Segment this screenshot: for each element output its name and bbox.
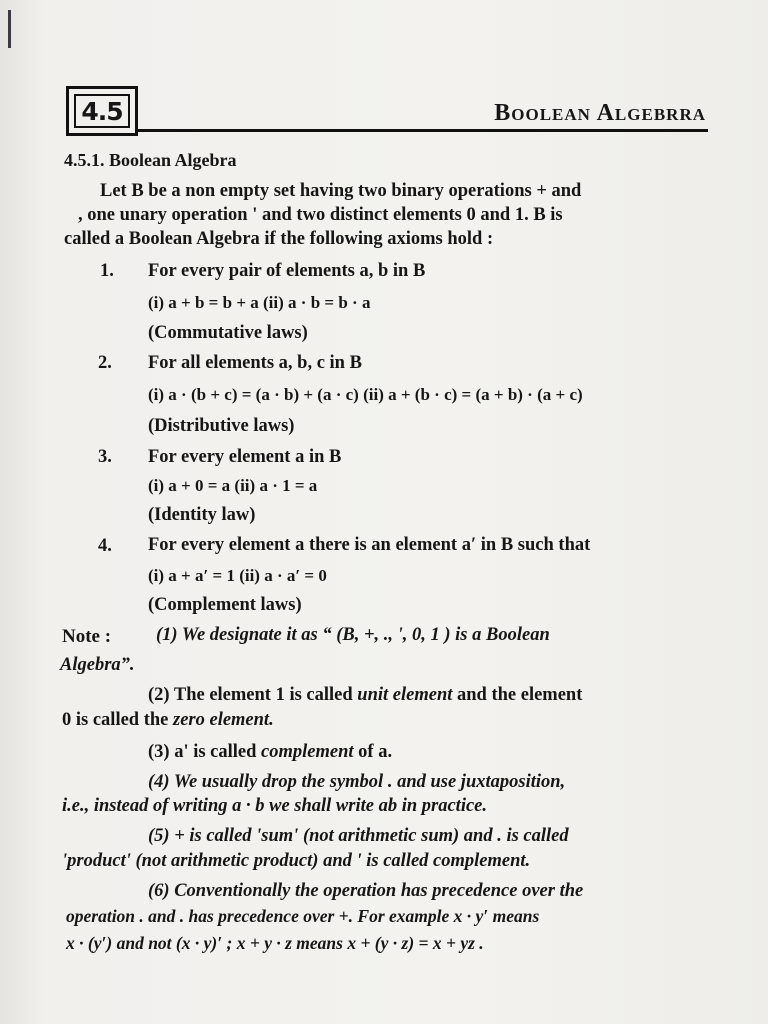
intro-line-1: Let B be a non empty set having two binary operations + and — [100, 181, 582, 201]
axiom-number: 1. — [100, 261, 114, 281]
axiom-number: 2. — [98, 353, 112, 373]
axiom-statement: For every element a there is an element a′ in B such that — [148, 535, 591, 555]
note-6-line-1: (6) Conventionally the operation has precedence over the — [148, 881, 584, 901]
axiom-laws: (i) a + 0 = a (ii) a · 1 = a — [148, 476, 318, 495]
axiom-statement: For every pair of elements a, b in B — [148, 261, 426, 281]
note-5-line-1: (5) + is called 'sum' (not arithmetic sum) and . is called — [148, 826, 569, 846]
axiom-law-name: (Distributive laws) — [148, 416, 295, 436]
axiom-law-name: (Identity law) — [148, 505, 256, 525]
section-number: 4.5 — [74, 94, 130, 128]
axiom-laws: (i) a + b = b + a (ii) a · b = b · a — [148, 293, 371, 312]
subsection-heading: 4.5.1. Boolean Algebra — [64, 150, 237, 170]
section-header — [66, 86, 708, 138]
header-rule — [138, 129, 708, 132]
axiom-laws: (i) a · (b + c) = (a · b) + (a · c) (ii) a + (b · c) = (a + b) · (a + c) — [148, 385, 583, 404]
axiom-number: 4. — [98, 536, 112, 556]
note-2-line-1: (2) The element 1 is called unit element and the element — [148, 685, 583, 705]
section-title: Boolean Algebrra — [494, 100, 706, 126]
note-1-line-2: Algebra”. — [60, 655, 135, 675]
intro-line-2: , one unary operation ' and two distinct elements 0 and 1. B is — [78, 205, 563, 225]
note-6-line-3: x · (y′) and not (x · y)′ ; x + y · z means x + (y · z) = x + yz . — [66, 933, 484, 953]
section-number-box — [66, 86, 138, 136]
axiom-statement: For all elements a, b, c in B — [148, 353, 362, 373]
axiom-statement: For every element a in B — [148, 447, 342, 467]
axiom-law-name: (Commutative laws) — [148, 323, 308, 343]
intro-line-3: called a Boolean Algebra if the following axioms hold : — [64, 229, 494, 249]
note-5-line-2: 'product' (not arithmetic product) and ' is called complement. — [62, 851, 531, 871]
axiom-laws: (i) a + a′ = 1 (ii) a · a′ = 0 — [148, 566, 327, 585]
axiom-number: 3. — [98, 447, 112, 467]
page-edge-mark — [8, 10, 11, 48]
note-2-line-2: 0 is called the zero element. — [62, 710, 274, 730]
note-3: (3) a' is called complement of a. — [148, 742, 393, 762]
note-4-line-1: (4) We usually drop the symbol . and use juxtaposition, — [148, 772, 566, 792]
note-6-line-2: operation . and . has precedence over +. For example x · y′ means — [66, 906, 540, 926]
note-label: Note : — [62, 626, 112, 647]
note-1-line-1: (1) We designate it as “ (B, +, ., ', 0, 1 ) is a Boolean — [156, 625, 550, 645]
note-4-line-2: i.e., instead of writing a · b we shall write ab in practice. — [62, 796, 488, 816]
axiom-law-name: (Complement laws) — [148, 595, 302, 615]
